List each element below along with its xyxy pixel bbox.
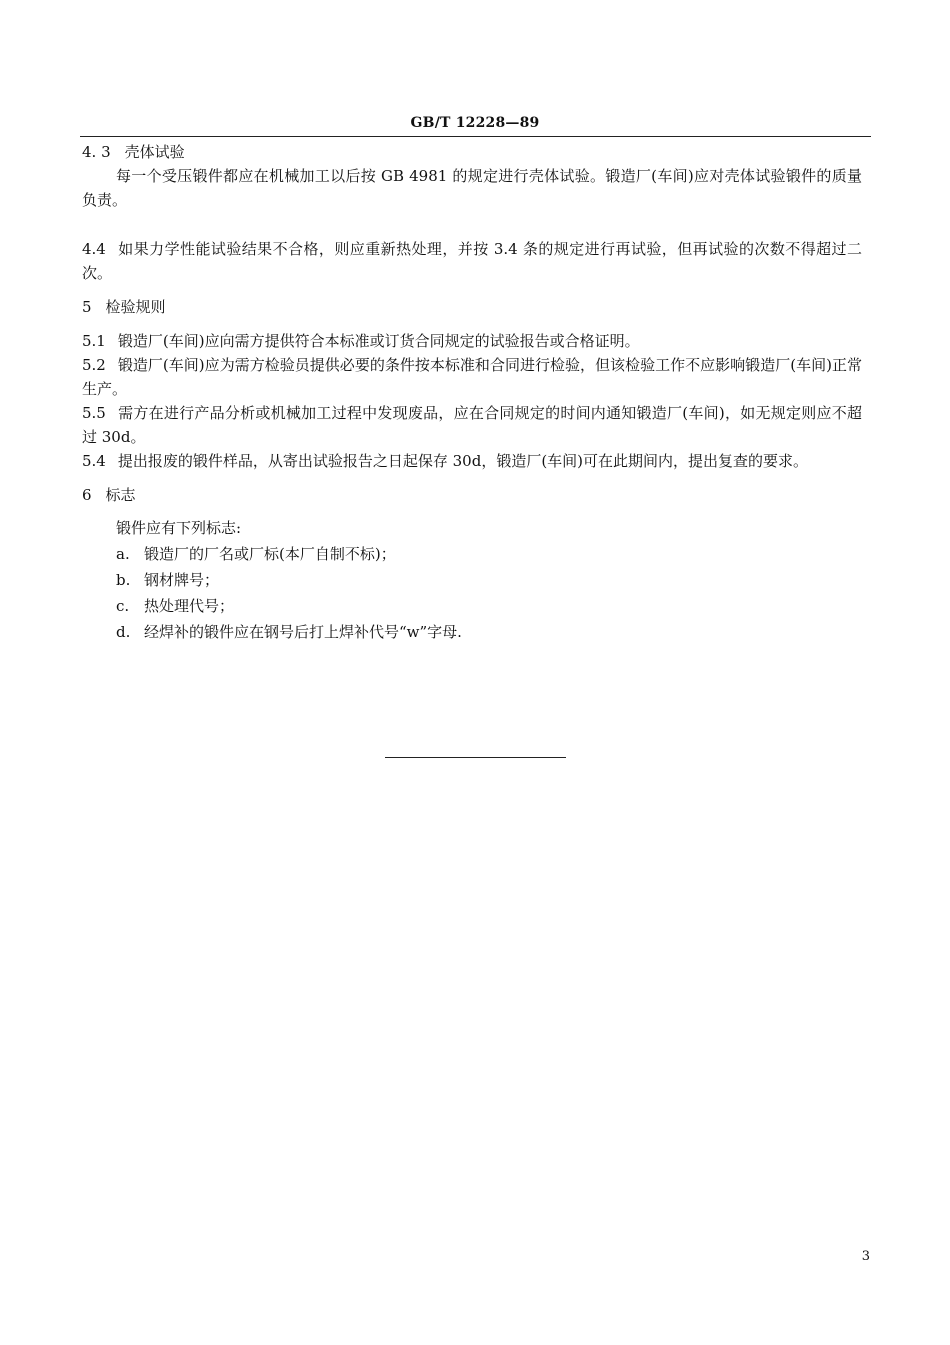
section-5-4 bbox=[82, 449, 862, 473]
section-4-3-number: 4. 3 bbox=[82, 143, 111, 161]
header-rule bbox=[80, 136, 871, 137]
list-item bbox=[116, 541, 862, 567]
section-5-5 bbox=[82, 401, 862, 449]
section-4-4-text: 如果力学性能试验结果不合格，则应重新热处理，并按 3.4 条的规定进行再试验，但再试验的次数不得超过二次。 bbox=[82, 240, 862, 282]
document-body bbox=[82, 140, 862, 645]
list-item-text: 锻造厂的厂名或厂标(本厂自制不标)； bbox=[144, 545, 396, 563]
spacer bbox=[82, 285, 862, 295]
list-item bbox=[116, 567, 862, 593]
section-4-3-title: 壳体试验 bbox=[124, 143, 185, 161]
page-number: 3 bbox=[861, 1249, 870, 1264]
list-item-text: 热处理代号； bbox=[144, 597, 235, 615]
section-5-2 bbox=[82, 353, 862, 401]
section-5-heading bbox=[82, 295, 862, 319]
section-5-number: 5 bbox=[82, 298, 92, 316]
section-5-2-text: 锻造厂(车间)应为需方检验员提供必要的条件按本标准和合同进行检验，但该检验工作不应影响锻造厂(车间)正常生产。 bbox=[82, 356, 862, 398]
spacer bbox=[82, 212, 862, 237]
list-item-letter: b. bbox=[116, 571, 131, 589]
list-item-letter: d. bbox=[116, 623, 131, 641]
section-4-4 bbox=[82, 237, 862, 285]
section-5-5-number: 5.5 bbox=[82, 404, 106, 422]
section-6-number: 6 bbox=[82, 486, 92, 504]
section-5-5-text: 需方在进行产品分析或机械加工过程中发现废品，应在合同规定的时间内通知锻造厂(车间)，如无规定则应不超过 30d。 bbox=[82, 404, 862, 446]
section-4-3-heading bbox=[82, 140, 862, 164]
section-5-2-number: 5.2 bbox=[82, 356, 106, 374]
marking-list bbox=[82, 541, 862, 645]
spacer bbox=[82, 473, 862, 483]
section-5-1-text: 锻造厂(车间)应向需方提供符合本标准或订货合同规定的试验报告或合格证明。 bbox=[117, 332, 640, 350]
list-item bbox=[116, 619, 862, 645]
page-header: GB/T 12228—89 bbox=[410, 115, 540, 131]
section-5-1 bbox=[82, 329, 862, 353]
section-5-4-text: 提出报废的锻件样品，从寄出试验报告之日起保存 30d，锻造厂(车间)可在此期间内，提出复查的要求。 bbox=[117, 452, 809, 470]
section-6-title: 标志 bbox=[105, 486, 136, 504]
end-of-document-rule bbox=[385, 757, 566, 758]
section-5-title: 检验规则 bbox=[105, 298, 166, 316]
section-4-4-number: 4.4 bbox=[82, 240, 106, 258]
section-5-4-number: 5.4 bbox=[82, 452, 106, 470]
list-item-letter: c. bbox=[116, 597, 130, 615]
section-4-3-text: 每一个受压锻件都应在机械加工以后按 GB 4981 的规定进行壳体试验。锻造厂(车间)应对壳体试验锻件的质量负责。 bbox=[82, 167, 862, 209]
section-6-heading bbox=[82, 483, 862, 507]
spacer bbox=[82, 507, 862, 515]
list-item-letter: a. bbox=[116, 545, 130, 563]
section-6-intro: 锻件应有下列标志: bbox=[116, 519, 242, 537]
list-item bbox=[116, 593, 862, 619]
spacer bbox=[82, 319, 862, 329]
section-5-1-number: 5.1 bbox=[82, 332, 106, 350]
list-item-text: 经焊补的锻件应在钢号后打上焊补代号“w”字母. bbox=[144, 623, 462, 641]
list-item-text: 钢材牌号； bbox=[144, 571, 220, 589]
